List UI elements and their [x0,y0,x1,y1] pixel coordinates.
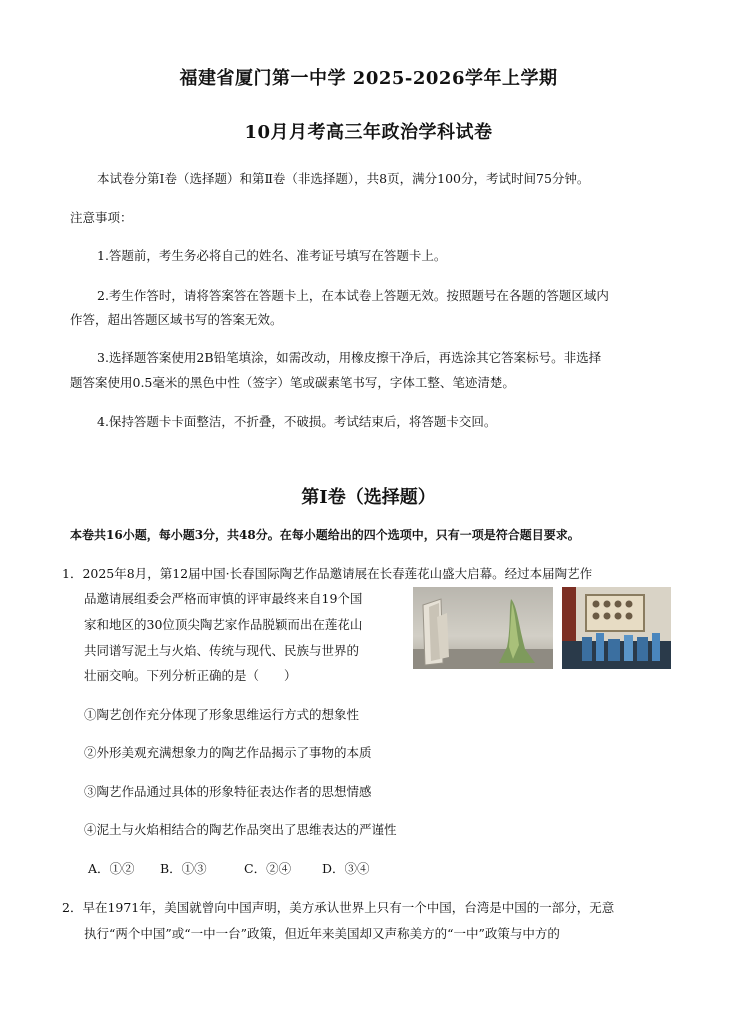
q1-choice-b: B．①③ [160,861,207,876]
q1-choice-c: C．②④ [244,861,292,876]
notes-item-2-line2: 作答，超出答题区域书写的答案无效。 [70,312,283,327]
q1-option-3: ③陶艺作品通过具体的形象特征表达作者的思想情感 [84,784,372,799]
ceramic-exhibition-image [562,587,671,669]
q1-line1: 1．2025年8月，第12届中国·长春国际陶艺作品邀请展在长春莲花山盛大启幕。经过本届陶艺作 [62,566,593,581]
notes-heading: 注意事项： [70,210,133,225]
notes-item-4: 4.保持答题卡卡面整洁，不折叠，不破损。考试结束后，将答题卡交回。 [97,414,497,429]
section-1-title: 第Ⅰ卷（选择题） [301,487,436,508]
ceramic-exhibition-photo [562,587,671,669]
intro-text: 本试卷分第Ⅰ卷（选择题）和第Ⅱ卷（非选择题），共8页，满分100分，考试时间75分钟。 [97,171,590,186]
exam-title-line1: 福建省厦门第一中学 2025-2026学年上学期 [179,68,558,89]
section-1-instructions: 本卷共16小题，每小题3分，共48分。在每小题给出的四个选项中，只有一项是符合题目要求。 [70,528,580,542]
q2-line2: 执行“两个中国”或“一中一台”政策，但近年来美国却又声称美方的“一中”政策与中方的 [84,926,560,941]
notes-item-3-line1: 3.选择题答案使用2B铅笔填涂，如需改动，用橡皮擦干净后，再选涂其它答案标号。非选择 [97,350,602,365]
q1-choice-d: D．③④ [322,861,370,876]
notes-item-1: 1.答题前，考生务必将自己的姓名、准考证号填写在答题卡上。 [97,248,447,263]
ceramic-sculptures-photo [413,587,553,669]
q1-option-4: ④泥土与火焰相结合的陶艺作品突出了思维表达的严谨性 [84,822,397,837]
notes-item-3-line2: 题答案使用0.5毫米的黑色中性（签字）笔或碳素笔书写，字体工整、笔迹清楚。 [70,375,515,390]
q2-line1: 2．早在1971年，美国就曾向中国声明，美方承认世界上只有一个中国，台湾是中国的一部分，无意 [62,900,615,915]
exam-title-line2: 10月月考高三年政治学科试卷 [244,122,493,143]
q1-option-1: ①陶艺创作充分体现了形象思维运行方式的想象性 [84,707,360,722]
q1-line3: 家和地区的30位顶尖陶艺家作品脱颖而出在莲花山 [84,617,363,632]
q1-option-2: ②外形美观充满想象力的陶艺作品揭示了事物的本质 [84,745,372,760]
ceramic-sculptures-image [413,587,553,669]
q1-line4: 共同谱写泥土与火焰、传统与现代、民族与世界的 [84,643,360,658]
q1-line2: 品邀请展组委会严格而审慎的评审最终来自19个国 [84,591,363,606]
notes-item-2-line1: 2.考生作答时，请将答案答在答题卡上，在本试卷上答题无效。按照题号在各题的答题区域内 [97,288,609,303]
q1-choice-a: A．①② [88,861,135,876]
q1-line5: 壮丽交响。下列分析正确的是（ ） [84,668,297,683]
